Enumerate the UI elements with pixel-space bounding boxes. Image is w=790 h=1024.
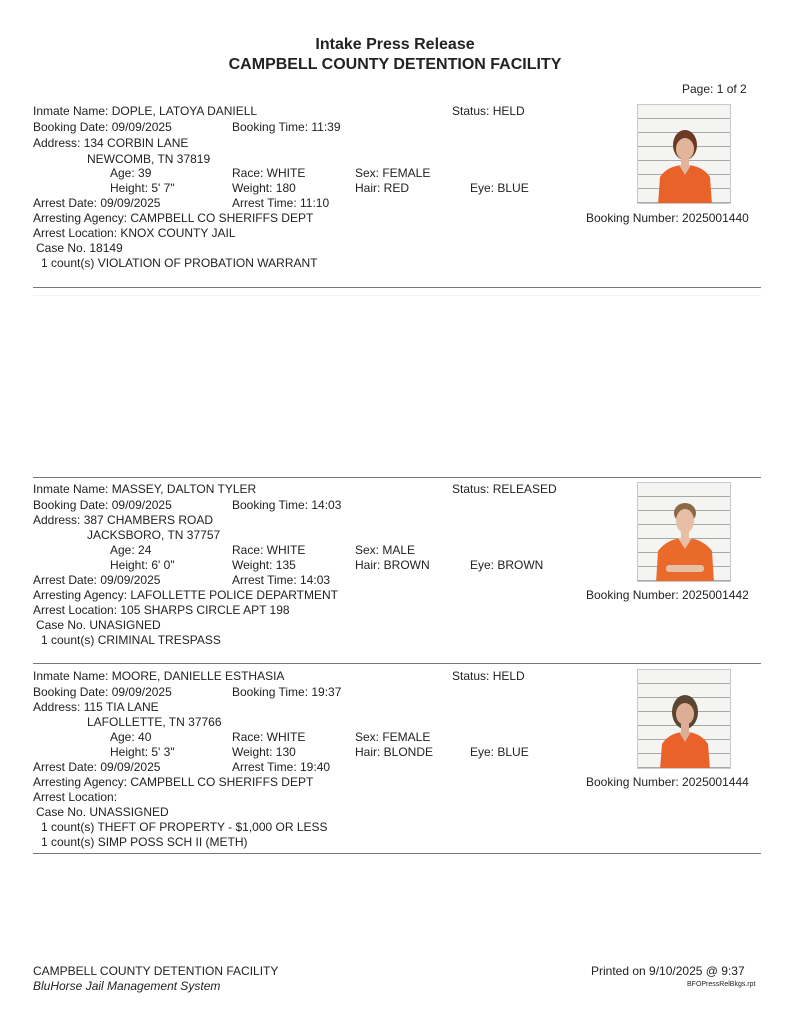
mugshot-photo <box>637 482 731 582</box>
hair: Hair: BLONDE <box>355 745 434 759</box>
sex: Sex: MALE <box>355 543 416 557</box>
booking-number: Booking Number: 2025001440 <box>586 211 749 225</box>
age: Age: 40 <box>110 730 152 744</box>
address-line-2: LAFOLLETTE, TN 37766 <box>87 715 222 729</box>
booking-date: Booking Date: 09/09/2025 <box>33 685 172 699</box>
person-silhouette-icon <box>638 670 731 769</box>
mugshot-photo <box>637 669 731 769</box>
charge-line: 1 count(s) THEFT OF PROPERTY - $1,000 OR LESS <box>41 820 328 834</box>
arrest-date: Arrest Date: 09/09/2025 <box>33 760 161 774</box>
footer-system: BluHorse Jail Management System <box>33 979 221 993</box>
status: Status: HELD <box>452 104 525 118</box>
address-line-1: Address: 115 TIA LANE <box>33 700 159 714</box>
inmate-record <box>0 104 790 284</box>
eye: Eye: BLUE <box>470 181 529 195</box>
booking-date: Booking Date: 09/09/2025 <box>33 498 172 512</box>
eye: Eye: BLUE <box>470 745 529 759</box>
booking-time: Booking Time: 19:37 <box>232 685 342 699</box>
inmate-name: Inmate Name: MASSEY, DALTON TYLER <box>33 482 257 496</box>
booking-time: Booking Time: 14:03 <box>232 498 342 512</box>
height: Height: 6' 0" <box>110 558 175 572</box>
weight: Weight: 135 <box>232 558 296 572</box>
sex: Sex: FEMALE <box>355 166 431 180</box>
inmate-record <box>0 669 790 849</box>
booking-number: Booking Number: 2025001444 <box>586 775 749 789</box>
hair: Hair: BROWN <box>355 558 430 572</box>
arrest-time: Arrest Time: 14:03 <box>232 573 331 587</box>
address-line-2: NEWCOMB, TN 37819 <box>87 152 211 166</box>
mugshot-photo <box>637 104 731 204</box>
blank-space-divider <box>33 295 761 296</box>
arresting-agency: Arresting Agency: LAFOLLETTE POLICE DEPARTMENT <box>33 588 338 602</box>
arrest-time: Arrest Time: 11:10 <box>232 196 330 210</box>
case-number: Case No. 18149 <box>36 241 123 255</box>
inmate-name: Inmate Name: MOORE, DANIELLE ESTHASIA <box>33 669 285 683</box>
arrest-time: Arrest Time: 19:40 <box>232 760 331 774</box>
page-number: Page: 1 of 2 <box>682 82 747 96</box>
arresting-agency: Arresting Agency: CAMPBELL CO SHERIFFS DEPT <box>33 775 314 789</box>
record-divider <box>33 477 761 478</box>
report-file-name: BFOPressRelBkgs.rpt <box>687 981 756 988</box>
charge-line: 1 count(s) VIOLATION OF PROBATION WARRANT <box>41 256 318 270</box>
record-divider <box>33 663 761 664</box>
hair: Hair: RED <box>355 181 410 195</box>
person-silhouette-icon <box>638 105 731 204</box>
arrest-date: Arrest Date: 09/09/2025 <box>33 196 161 210</box>
facility-title: CAMPBELL COUNTY DETENTION FACILITY <box>228 56 562 73</box>
charge-line: 1 count(s) CRIMINAL TRESPASS <box>41 633 221 647</box>
report-title: Intake Press Release <box>315 36 475 53</box>
arrest-location: Arrest Location: <box>33 790 118 804</box>
height: Height: 5' 3" <box>110 745 175 759</box>
inmate-record <box>0 482 790 662</box>
race: Race: WHITE <box>232 543 306 557</box>
case-number: Case No. UNASSIGNED <box>36 805 169 819</box>
booking-time: Booking Time: 11:39 <box>232 120 341 134</box>
printed-timestamp: Printed on 9/10/2025 @ 9:37 <box>591 964 745 978</box>
inmate-name: Inmate Name: DOPLE, LATOYA DANIELL <box>33 104 258 118</box>
record-divider <box>33 853 761 854</box>
address-line-2: JACKSBORO, TN 37757 <box>87 528 221 542</box>
status: Status: HELD <box>452 669 525 683</box>
status: Status: RELEASED <box>452 482 557 496</box>
arresting-agency: Arresting Agency: CAMPBELL CO SHERIFFS DEPT <box>33 211 314 225</box>
address-line-1: Address: 134 CORBIN LANE <box>33 136 189 150</box>
case-number: Case No. UNASIGNED <box>36 618 161 632</box>
race: Race: WHITE <box>232 166 306 180</box>
arrest-location: Arrest Location: 105 SHARPS CIRCLE APT 198 <box>33 603 290 617</box>
footer-facility: CAMPBELL COUNTY DETENTION FACILITY <box>33 964 279 978</box>
booking-date: Booking Date: 09/09/2025 <box>33 120 172 134</box>
age: Age: 39 <box>110 166 152 180</box>
arrest-date: Arrest Date: 09/09/2025 <box>33 573 161 587</box>
weight: Weight: 180 <box>232 181 296 195</box>
person-silhouette-icon <box>638 483 731 582</box>
charge-line: 1 count(s) SIMP POSS SCH II (METH) <box>41 835 248 849</box>
age: Age: 24 <box>110 543 152 557</box>
weight: Weight: 130 <box>232 745 296 759</box>
sex: Sex: FEMALE <box>355 730 431 744</box>
eye: Eye: BROWN <box>470 558 544 572</box>
address-line-1: Address: 387 CHAMBERS ROAD <box>33 513 214 527</box>
arrest-location: Arrest Location: KNOX COUNTY JAIL <box>33 226 236 240</box>
height: Height: 5' 7" <box>110 181 175 195</box>
race: Race: WHITE <box>232 730 306 744</box>
record-divider <box>33 287 761 288</box>
booking-number: Booking Number: 2025001442 <box>586 588 749 602</box>
